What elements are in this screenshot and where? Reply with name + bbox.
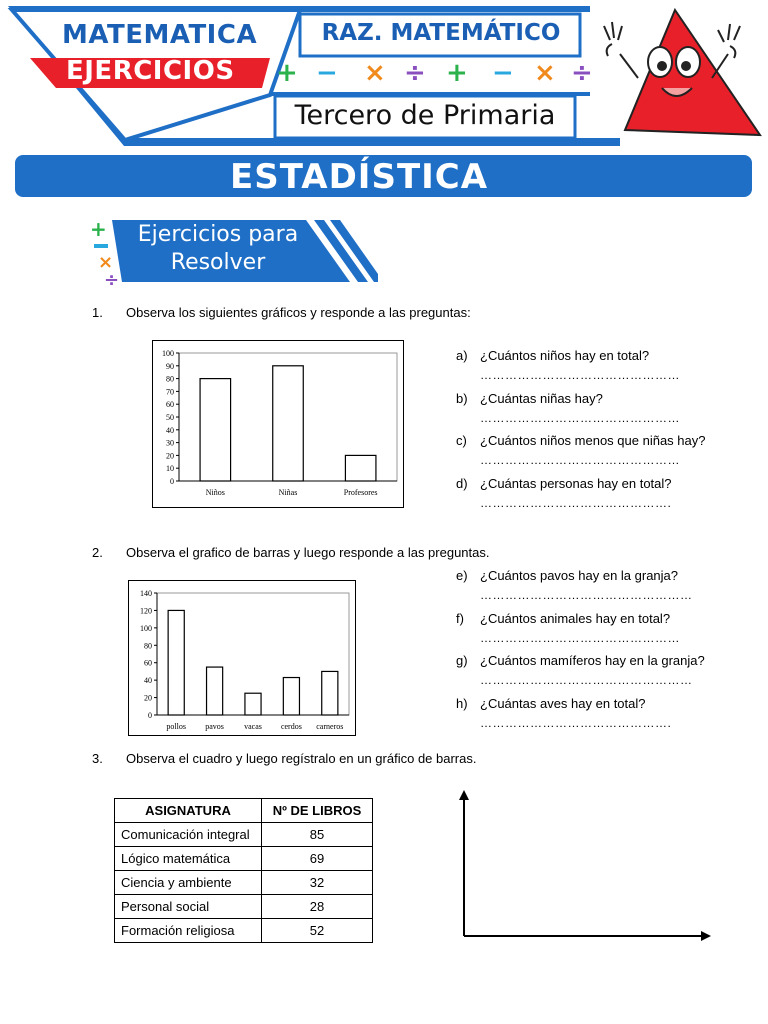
plus-icon: +: [276, 58, 298, 88]
y-tick-label: 120: [140, 606, 152, 616]
y-tick-label: 100: [140, 623, 152, 633]
exercise2-prompt: Observa el grafico de barras y luego responde a las preguntas.: [126, 545, 490, 560]
minus-icon: −: [316, 58, 338, 88]
question-text: ¿Cuántos pavos hay en la granja?: [480, 568, 679, 583]
question-text: ¿Cuántos mamíferos hay en la granja?: [480, 653, 705, 668]
divide-icon: ÷: [404, 58, 426, 88]
y-tick-label: 50: [166, 413, 174, 422]
table-cell-books: 85: [262, 823, 373, 847]
books-table: [114, 798, 373, 943]
question-letter: e): [456, 568, 468, 583]
x-tick-label: pavos: [205, 722, 224, 731]
bar-pollos: [168, 610, 184, 715]
question-text: ¿Cuántas personas hay en total?: [480, 475, 672, 491]
question-letter: f): [456, 610, 464, 626]
chart-people-svg: [153, 341, 403, 507]
section-line2: Resolver: [170, 250, 266, 275]
y-tick-label: 40: [144, 676, 152, 686]
question-letter: a): [456, 348, 468, 363]
exercise1-number: 1.: [92, 305, 103, 320]
table-cell-subject: Lógico matemática: [115, 847, 262, 871]
table-cell-books: 32: [262, 871, 373, 895]
chart-farm: [128, 580, 356, 736]
y-tick-label: 10: [166, 464, 174, 474]
bar-vacas: [245, 693, 261, 715]
table-row: [115, 895, 373, 919]
table-row: [115, 919, 373, 943]
question-letter: c): [456, 433, 467, 448]
exercise3-number: 3.: [92, 751, 103, 766]
question-letter: b): [456, 390, 468, 406]
question-letter: d): [456, 475, 468, 491]
question-letter: h): [456, 695, 468, 711]
y-tick-label: 80: [144, 641, 152, 651]
bar-niños: [200, 379, 231, 481]
books-table-wrapper: [114, 798, 373, 943]
course-name: RAZ. MATEMÁTICO: [321, 20, 561, 46]
answer-blank[interactable]: ……………………………………….: [480, 715, 672, 730]
divide-icon: ÷: [571, 58, 593, 88]
page-title: ESTADÍSTICA: [230, 157, 489, 197]
y-axis-arrow-icon: [459, 790, 469, 800]
table-cell-subject: Personal social: [115, 895, 262, 919]
chart-farm-svg: [129, 581, 355, 735]
y-tick-label: 70: [166, 387, 174, 397]
logo-line1: MATEMATICA: [62, 20, 258, 50]
question-text: ¿Cuántas aves hay en total?: [480, 695, 646, 711]
x-tick-label: pollos: [166, 722, 186, 731]
exercise3-prompt: Observa el cuadro y luego regístralo en un gráfico de barras.: [126, 751, 477, 766]
table-row: [115, 871, 373, 895]
answer-blank[interactable]: …………………………………………: [480, 453, 680, 467]
table-cell-subject: Formación religiosa: [115, 919, 262, 943]
table-header-books: Nº DE LIBROS: [262, 799, 373, 823]
x-tick-label: Niñas: [278, 488, 298, 497]
header: [0, 0, 768, 150]
minus-icon: −: [492, 58, 514, 88]
table-row: [115, 823, 373, 847]
exercise1-prompt: Observa los siguientes gráficos y responde a las preguntas:: [126, 305, 471, 320]
plus-icon: +: [446, 58, 468, 88]
x-axis-arrow-icon: [701, 931, 711, 941]
x-tick-label: vacas: [244, 722, 262, 731]
y-tick-label: 60: [144, 658, 152, 668]
y-tick-label: 30: [166, 438, 174, 448]
y-tick-label: 20: [166, 451, 174, 461]
y-tick-label: 60: [166, 400, 174, 410]
bar-profesores: [345, 455, 376, 481]
y-tick-label: 40: [166, 425, 174, 435]
y-tick-label: 0: [170, 477, 174, 486]
answer-blank[interactable]: …………………………………………: [480, 410, 680, 425]
table-row: [115, 847, 373, 871]
svg-text:÷: ÷: [104, 270, 120, 288]
title-banner: [15, 155, 752, 197]
chart-people: [152, 340, 404, 508]
y-tick-label: 80: [166, 374, 174, 384]
question-text: ¿Cuántos animales hay en total?: [480, 610, 671, 626]
question-letter: g): [456, 653, 468, 668]
table-cell-subject: Ciencia y ambiente: [115, 871, 262, 895]
svg-text:×: ×: [98, 252, 114, 273]
table-cell-books: 28: [262, 895, 373, 919]
question-text: ¿Cuántos niños menos que niñas hay?: [480, 433, 706, 448]
y-tick-label: 20: [144, 693, 152, 703]
bar-niñas: [273, 366, 304, 481]
table-cell-books: 69: [262, 847, 373, 871]
table-cell-books: 52: [262, 919, 373, 943]
x-tick-label: cerdos: [280, 722, 302, 731]
logo-line2: EJERCICIOS: [66, 56, 235, 86]
bar-pavos: [207, 667, 223, 715]
table-cell-subject: Comunicación integral: [115, 823, 262, 847]
bar-carneros: [322, 671, 338, 715]
x-tick-label: carneros: [316, 722, 344, 731]
operator-row: [276, 58, 596, 94]
grade-level: Tercero de Primaria: [294, 100, 556, 131]
answer-blank[interactable]: …………………………………………: [480, 368, 680, 382]
y-tick-label: 100: [162, 349, 174, 358]
answer-blank[interactable]: …………………………………………: [480, 630, 680, 645]
times-icon: ×: [364, 58, 386, 88]
answer-blank[interactable]: ……………………………………….: [480, 495, 672, 510]
exercise2-number: 2.: [92, 545, 103, 560]
question-text: ¿Cuántos niños hay en total?: [480, 348, 650, 363]
y-tick-label: 90: [166, 361, 174, 371]
section-header: [88, 212, 378, 288]
times-icon: ×: [534, 58, 556, 88]
answer-blank[interactable]: ……………………………………………: [480, 588, 693, 602]
question-text: ¿Cuántas niñas hay?: [480, 390, 603, 406]
x-tick-label: Niños: [205, 488, 225, 497]
bar-cerdos: [283, 678, 299, 715]
blank-chart-axes: [455, 788, 715, 944]
y-tick-label: 0: [148, 711, 152, 720]
y-tick-label: 140: [140, 589, 152, 598]
x-tick-label: Profesores: [343, 488, 378, 497]
answer-blank[interactable]: ……………………………………………: [480, 673, 693, 687]
table-header-row: [115, 799, 373, 823]
svg-text:+: +: [90, 217, 107, 241]
section-line1: Ejercicios para: [137, 222, 299, 247]
table-header-subject: ASIGNATURA: [115, 799, 262, 823]
